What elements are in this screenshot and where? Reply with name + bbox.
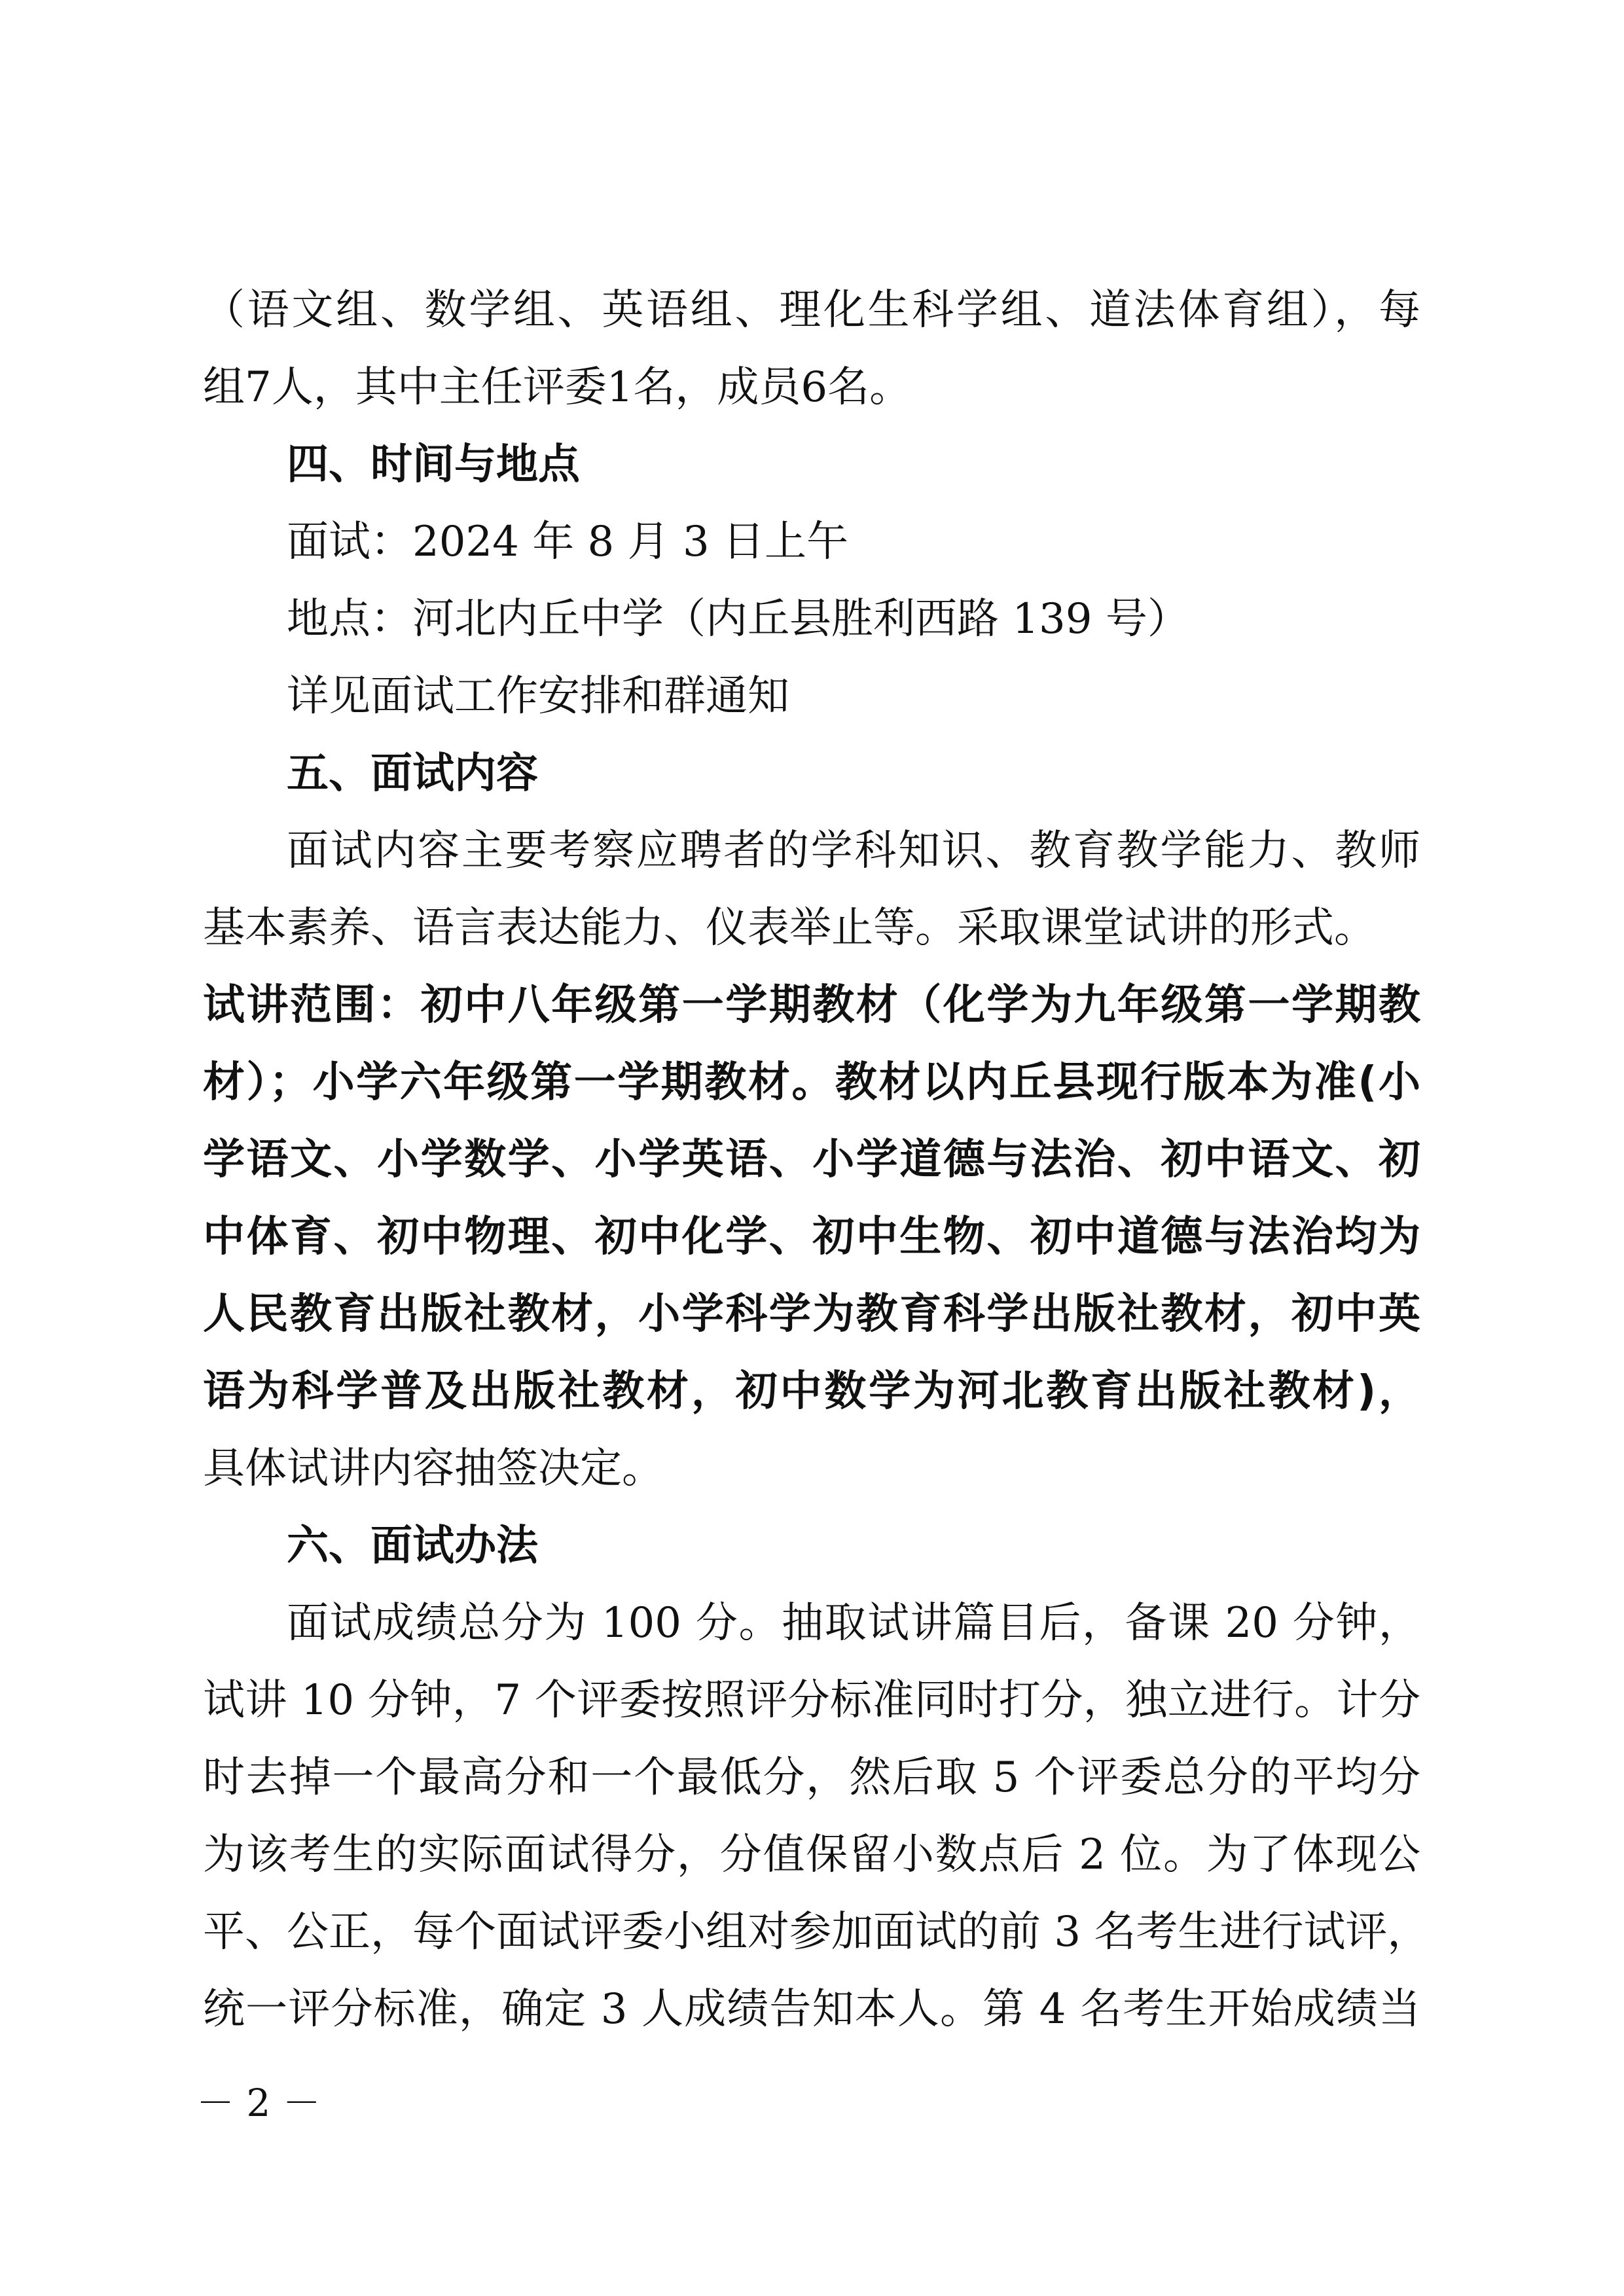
body-text-line: （语文组、数学组、英语组、理化生科学组、道法体育组），每 <box>203 286 1420 334</box>
body-text-line: 试讲 10 分钟，7 个评委按照评分标准同时打分，独立进行。计分 <box>203 1676 1420 1725</box>
scope-text-line: 试讲范围：初中八年级第一学期教材（化学为九年级第一学期教 <box>203 981 1420 1030</box>
details-notice-line: 详见面试工作安排和群通知 <box>287 672 789 721</box>
body-text-line: 面试内容主要考察应聘者的学科知识、教育教学能力、教师 <box>287 827 1420 875</box>
scope-text-line: 学语文、小学数学、小学英语、小学道德与法治、初中语文、初 <box>203 1136 1420 1184</box>
document-body <box>203 274 1430 2050</box>
scope-text-line: 中体育、初中物理、初中化学、初中生物、初中道德与法治均为 <box>203 1213 1420 1261</box>
body-text-line: 面试成绩总分为 100 分。抽取试讲篇目后，备课 20 分钟， <box>287 1599 1420 1647</box>
scope-text-line: 材）；小学六年级第一学期教材。教材以内丘县现行版本为准(小 <box>203 1058 1420 1107</box>
page-number: － 2 － <box>196 2081 321 2125</box>
body-text-line: 为该考生的实际面试得分，分值保留小数点后 2 位。为了体现公 <box>203 1831 1420 1879</box>
scope-text-line: 语为科学普及出版社教材，初中数学为河北教育出版社教材)， <box>203 1367 1420 1416</box>
body-text-line: 组7人，其中主任评委1名，成员6名。 <box>203 363 912 412</box>
section-heading-content: 五、面试内容 <box>287 749 538 798</box>
body-text-line: 具体试讲内容抽签决定。 <box>203 1444 664 1493</box>
interview-time-line: 面试：2024 年 8 月 3 日上午 <box>287 518 849 566</box>
section-heading-method: 六、面试办法 <box>287 1522 538 1570</box>
body-text-line: 统一评分标准，确定 3 人成绩告知本人。第 4 名考生开始成绩当 <box>203 1985 1420 2034</box>
body-text-line: 基本素养、语言表达能力、仪表举止等。采取课堂试讲的形式。 <box>203 904 1376 952</box>
scope-text-line: 人民教育出版社教材，小学科学为教育科学出版社教材，初中英 <box>203 1290 1420 1338</box>
body-text-line: 时去掉一个最高分和一个最低分，然后取 5 个评委总分的平均分 <box>203 1753 1420 1802</box>
body-text-line: 平、公正，每个面试评委小组对参加面试的前 3 名考生进行试评， <box>203 1908 1430 1956</box>
interview-location-line: 地点：河北内丘中学（内丘县胜利西路 139 号） <box>287 595 1189 643</box>
section-heading-time-location: 四、时间与地点 <box>287 440 580 489</box>
